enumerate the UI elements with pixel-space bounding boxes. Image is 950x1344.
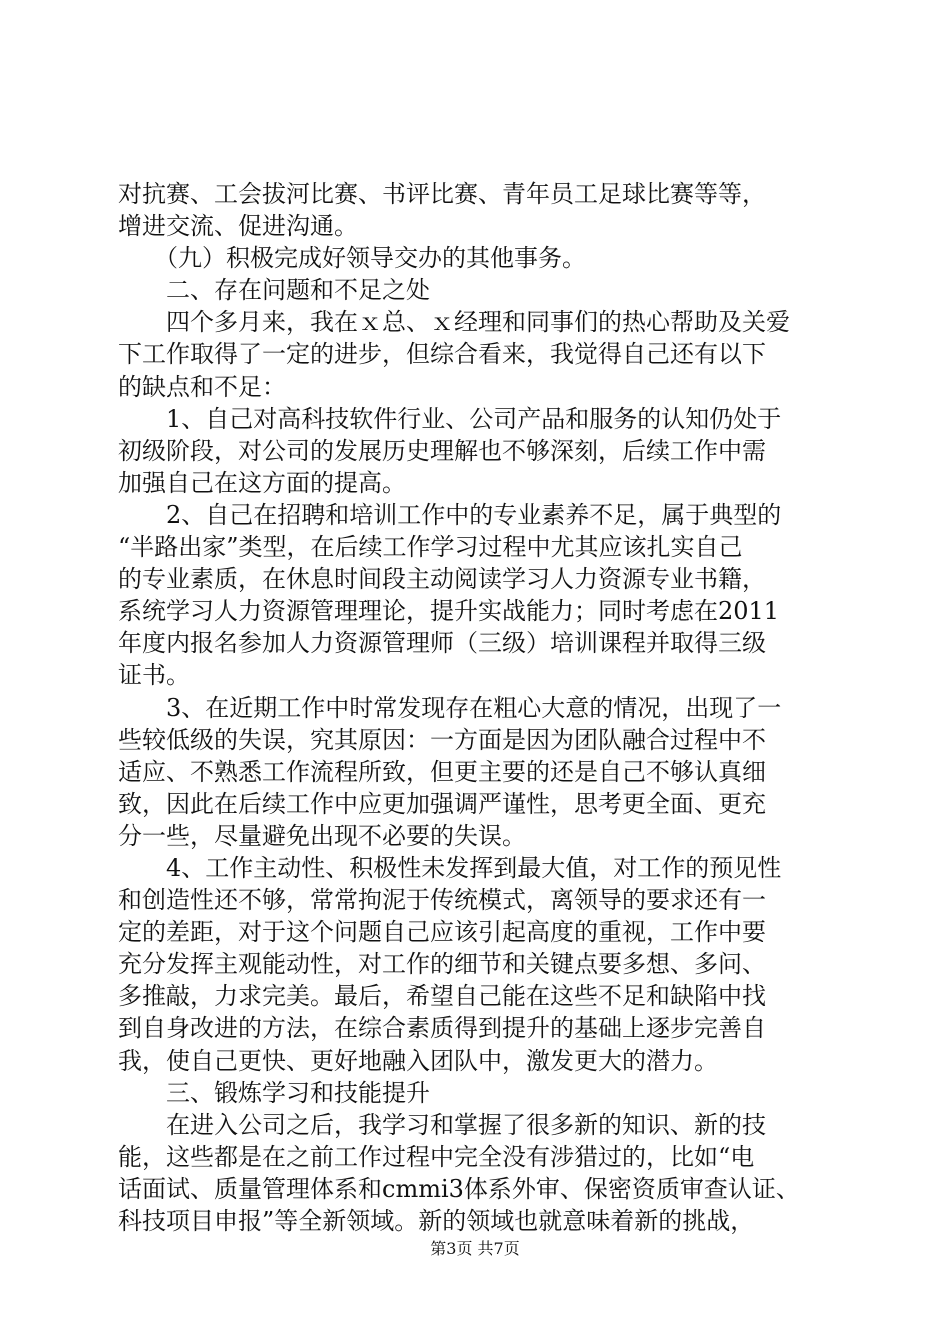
text-line: 科技项目申报”等全新领域。新的领域也就意味着新的挑战，: [118, 1207, 755, 1235]
text-line: 能，这些都是在之前工作过程中完全没有涉猎过的，比如“电: [118, 1142, 755, 1171]
section-heading: 二、存在问题和不足之处: [118, 276, 430, 305]
text-line: 2、自己在招聘和培训工作中的专业素养不足，属于典型的: [118, 500, 782, 529]
text-line: 1、自己对高科技软件行业、公司产品和服务的认知仍处于: [118, 404, 782, 433]
text-line: 系统学习人力资源管理理论，提升实战能力；同时考虑在2011: [118, 597, 780, 626]
text-line: 在进入公司之后，我学习和掌握了很多新的知识、新的技: [118, 1110, 766, 1139]
text-line: 话面试、质量管理体系和cmmi3体系外审、保密资质审查认证、: [118, 1174, 800, 1203]
text-line: 我，使自己更快、更好地融入团队中，激发更大的潜力。: [118, 1046, 718, 1075]
text-line: 证书。: [118, 661, 190, 690]
text-line: 些较低级的失误，究其原因：一方面是因为团队融合过程中不: [118, 725, 766, 754]
text-line: 分一些，尽量避免出现不必要的失误。: [118, 821, 526, 850]
text-line: 对抗赛、工会拔河比赛、书评比赛、青年员工足球比赛等等，: [118, 180, 766, 208]
text-line: 充分发挥主观能动性，对工作的细节和关键点要多想、多问、: [118, 950, 766, 979]
text-line: 和创造性还不够，常常拘泥于传统模式，离领导的要求还有一: [118, 886, 766, 915]
text-line: 3、在近期工作中时常发现存在粗心大意的情况，出现了一: [118, 693, 782, 722]
text-line: 下工作取得了一定的进步，但综合看来，我觉得自己还有以下: [118, 340, 766, 369]
text-line: 致，因此在后续工作中应更加强调严谨性，思考更全面、更充: [118, 789, 766, 818]
text-line: 多推敲，力求完美。最后，希望自己能在这些不足和缺陷中找: [118, 982, 766, 1011]
text-line: 增进交流、促进沟通。: [118, 212, 358, 241]
text-line: 到自身改进的方法，在综合素质得到提升的基础上逐步完善自: [118, 1014, 766, 1043]
text-line: 加强自己在这方面的提高。: [118, 468, 406, 497]
page-number-footer: 第3页 共7页: [430, 1239, 520, 1258]
text-line: 定的差距，对于这个问题自己应该引起高度的重视，工作中要: [118, 918, 766, 947]
text-line: 年度内报名参加人力资源管理师（三级）培训课程并取得三级: [118, 629, 766, 658]
text-line: 适应、不熟悉工作流程所致，但更主要的还是自己不够认真细: [118, 757, 766, 786]
document-body: [118, 178, 838, 1237]
section-heading: 三、锻炼学习和技能提升: [118, 1078, 430, 1107]
text-line: （九）积极完成好领导交办的其他事务。: [118, 244, 586, 273]
text-line: 四个多月来，我在ｘ总、ｘ经理和同事们的热心帮助及关爱: [118, 308, 790, 337]
text-line: “半路出家”类型，在后续工作学习过程中尤其应该扎实自己: [118, 533, 743, 562]
text-line: 4、工作主动性、积极性未发挥到最大值，对工作的预见性: [118, 853, 782, 882]
text-line: 的专业素质，在休息时间段主动阅读学习人力资源专业书籍，: [118, 565, 766, 594]
text-line: 的缺点和不足：: [118, 372, 286, 401]
text-line: 初级阶段，对公司的发展历史理解也不够深刻，后续工作中需: [118, 436, 766, 465]
